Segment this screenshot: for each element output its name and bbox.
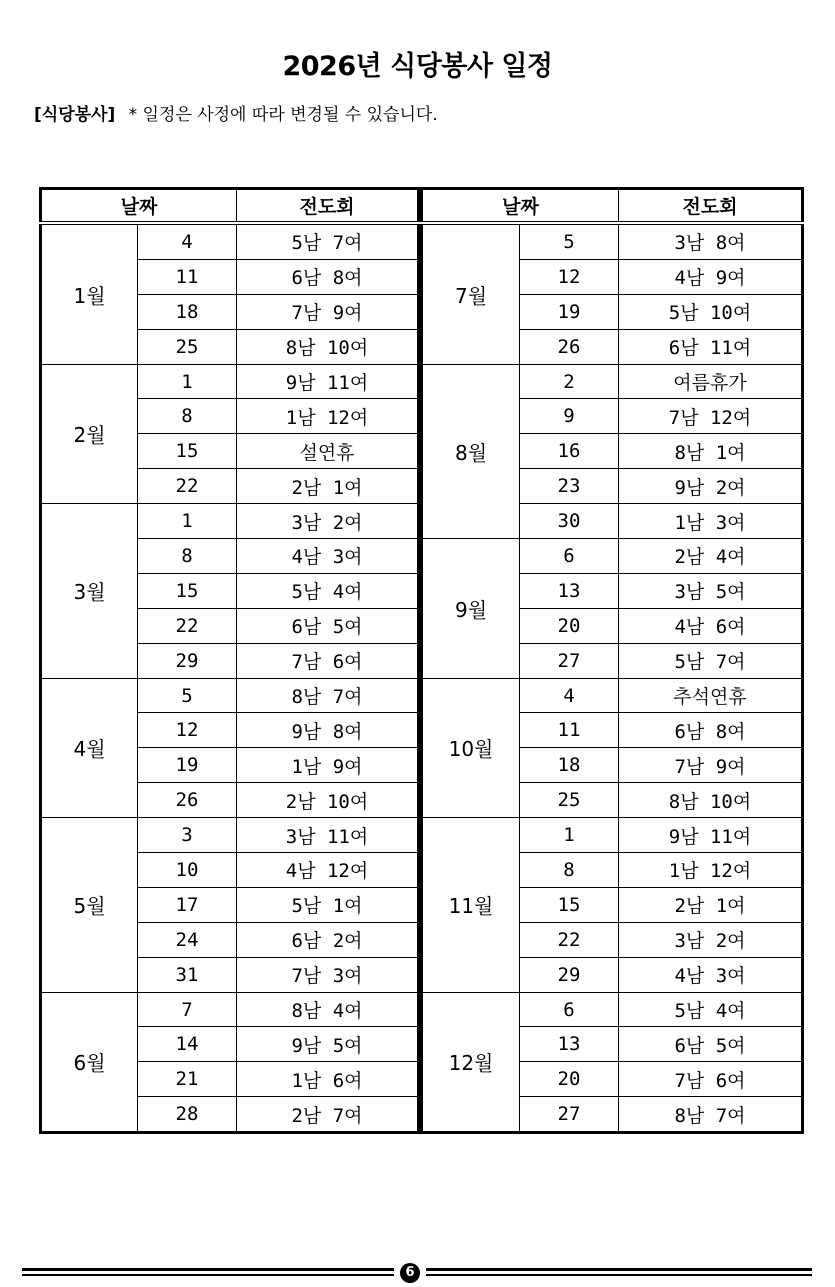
month-cell: 3월 bbox=[41, 504, 138, 678]
duty-cell: 여름휴가 bbox=[619, 364, 803, 399]
duty-cell: 1남 3여 bbox=[619, 504, 803, 539]
page-title: 2026년 식당봉사 일정 bbox=[282, 51, 553, 82]
duty-cell: 추석연휴 bbox=[619, 678, 803, 713]
date-cell: 19 bbox=[520, 294, 619, 329]
date-cell: 31 bbox=[138, 957, 237, 992]
duty-cell: 5남 4여 bbox=[237, 573, 419, 608]
schedule-note bbox=[34, 100, 438, 125]
schedule-row bbox=[422, 818, 803, 853]
duty-cell: 설연휴 bbox=[237, 434, 419, 469]
date-cell: 1 bbox=[138, 504, 237, 539]
date-cell: 16 bbox=[520, 434, 619, 469]
date-cell: 22 bbox=[138, 608, 237, 643]
duty-cell: 5남 4여 bbox=[619, 992, 803, 1027]
duty-cell: 6남 8여 bbox=[237, 259, 419, 294]
duty-cell: 7남 6여 bbox=[619, 1062, 803, 1097]
duty-cell: 8남 7여 bbox=[237, 678, 419, 713]
duty-cell: 6남 8여 bbox=[619, 713, 803, 748]
duty-cell: 4남 3여 bbox=[619, 957, 803, 992]
duty-header: 전도회 bbox=[619, 189, 803, 224]
duty-cell: 4남 6여 bbox=[619, 608, 803, 643]
date-cell: 13 bbox=[520, 1027, 619, 1062]
schedule-row bbox=[422, 223, 803, 259]
date-cell: 1 bbox=[138, 364, 237, 399]
date-cell: 18 bbox=[520, 748, 619, 783]
duty-cell: 8남 10여 bbox=[619, 783, 803, 818]
date-cell: 26 bbox=[520, 329, 619, 364]
page-number: 6 bbox=[400, 1263, 420, 1283]
date-cell: 30 bbox=[520, 504, 619, 539]
date-cell: 8 bbox=[520, 853, 619, 888]
date-cell: 17 bbox=[138, 887, 237, 922]
schedule-row bbox=[41, 364, 419, 399]
date-cell: 3 bbox=[138, 818, 237, 853]
duty-cell: 4남 12여 bbox=[237, 853, 419, 888]
duty-cell: 8남 7여 bbox=[619, 1097, 803, 1133]
duty-cell: 8남 4여 bbox=[237, 992, 419, 1027]
month-cell: 6월 bbox=[41, 992, 138, 1133]
date-cell: 5 bbox=[138, 678, 237, 713]
date-cell: 20 bbox=[520, 608, 619, 643]
date-cell: 22 bbox=[520, 922, 619, 957]
date-cell: 10 bbox=[138, 853, 237, 888]
schedule-table-first-half bbox=[39, 187, 420, 1134]
duty-cell: 9남 11여 bbox=[237, 364, 419, 399]
date-cell: 29 bbox=[520, 957, 619, 992]
date-cell: 19 bbox=[138, 748, 237, 783]
date-cell: 2 bbox=[520, 364, 619, 399]
date-cell: 11 bbox=[520, 713, 619, 748]
duty-cell: 6남 5여 bbox=[237, 608, 419, 643]
date-cell: 15 bbox=[138, 573, 237, 608]
date-cell: 6 bbox=[520, 539, 619, 574]
duty-cell: 9남 5여 bbox=[237, 1027, 419, 1062]
date-cell: 8 bbox=[138, 539, 237, 574]
date-cell: 14 bbox=[138, 1027, 237, 1062]
date-cell: 22 bbox=[138, 469, 237, 504]
date-cell: 12 bbox=[138, 713, 237, 748]
month-cell: 2월 bbox=[41, 364, 138, 504]
duty-cell: 1남 12여 bbox=[619, 853, 803, 888]
duty-cell: 2남 1여 bbox=[237, 469, 419, 504]
duty-cell: 1남 9여 bbox=[237, 748, 419, 783]
duty-cell: 6남 5여 bbox=[619, 1027, 803, 1062]
month-cell: 11월 bbox=[422, 818, 520, 992]
date-header: 날짜 bbox=[41, 189, 237, 224]
duty-cell: 9남 2여 bbox=[619, 469, 803, 504]
date-cell: 4 bbox=[520, 678, 619, 713]
date-cell: 23 bbox=[520, 469, 619, 504]
schedule-row bbox=[41, 504, 419, 539]
date-cell: 20 bbox=[520, 1062, 619, 1097]
date-cell: 26 bbox=[138, 783, 237, 818]
month-cell: 9월 bbox=[422, 539, 520, 679]
month-cell: 12월 bbox=[422, 992, 520, 1133]
duty-cell: 2남 1여 bbox=[619, 887, 803, 922]
duty-cell: 2남 4여 bbox=[619, 539, 803, 574]
date-cell: 15 bbox=[138, 434, 237, 469]
section-tag: [식당봉사] bbox=[34, 105, 116, 125]
date-cell: 1 bbox=[520, 818, 619, 853]
duty-cell: 3남 2여 bbox=[619, 922, 803, 957]
schedule-row bbox=[422, 364, 803, 399]
page-footer bbox=[22, 1262, 812, 1284]
date-cell: 12 bbox=[520, 259, 619, 294]
month-cell: 7월 bbox=[422, 223, 520, 364]
schedule-row bbox=[41, 678, 419, 713]
date-cell: 8 bbox=[138, 399, 237, 434]
date-cell: 6 bbox=[520, 992, 619, 1027]
schedule-row bbox=[422, 992, 803, 1027]
duty-cell: 8남 10여 bbox=[237, 329, 419, 364]
date-cell: 27 bbox=[520, 1097, 619, 1133]
duty-header: 전도회 bbox=[237, 189, 419, 224]
duty-cell: 4남 3여 bbox=[237, 539, 419, 574]
duty-cell: 7남 9여 bbox=[619, 748, 803, 783]
duty-cell: 9남 8여 bbox=[237, 713, 419, 748]
duty-cell: 6남 2여 bbox=[237, 922, 419, 957]
date-cell: 4 bbox=[138, 223, 237, 259]
date-cell: 13 bbox=[520, 573, 619, 608]
change-notice: * 일정은 사정에 따라 변경될 수 있습니다. bbox=[128, 105, 438, 125]
date-cell: 21 bbox=[138, 1062, 237, 1097]
date-cell: 25 bbox=[138, 329, 237, 364]
duty-cell: 3남 11여 bbox=[237, 818, 419, 853]
duty-cell: 7남 3여 bbox=[237, 957, 419, 992]
duty-cell: 7남 6여 bbox=[237, 643, 419, 678]
date-cell: 29 bbox=[138, 643, 237, 678]
date-cell: 7 bbox=[138, 992, 237, 1027]
schedule-row bbox=[41, 992, 419, 1027]
duty-cell: 4남 9여 bbox=[619, 259, 803, 294]
date-cell: 18 bbox=[138, 294, 237, 329]
duty-cell: 2남 7여 bbox=[237, 1097, 419, 1133]
duty-cell: 5남 7여 bbox=[619, 643, 803, 678]
date-cell: 9 bbox=[520, 399, 619, 434]
month-cell: 5월 bbox=[41, 818, 138, 992]
date-cell: 27 bbox=[520, 643, 619, 678]
duty-cell: 3남 8여 bbox=[619, 223, 803, 259]
date-cell: 11 bbox=[138, 259, 237, 294]
date-cell: 28 bbox=[138, 1097, 237, 1133]
date-cell: 15 bbox=[520, 887, 619, 922]
schedule-table-second-half bbox=[420, 187, 804, 1134]
duty-cell: 2남 10여 bbox=[237, 783, 419, 818]
duty-cell: 5남 7여 bbox=[237, 223, 419, 259]
month-cell: 1월 bbox=[41, 223, 138, 364]
month-cell: 10월 bbox=[422, 678, 520, 818]
duty-cell: 7남 12여 bbox=[619, 399, 803, 434]
date-header: 날짜 bbox=[422, 189, 619, 224]
schedule-row bbox=[41, 223, 419, 259]
duty-cell: 5남 1여 bbox=[237, 887, 419, 922]
month-cell: 8월 bbox=[422, 364, 520, 538]
month-cell: 4월 bbox=[41, 678, 138, 818]
duty-cell: 3남 5여 bbox=[619, 573, 803, 608]
duty-cell: 5남 10여 bbox=[619, 294, 803, 329]
duty-cell: 6남 11여 bbox=[619, 329, 803, 364]
duty-cell: 9남 11여 bbox=[619, 818, 803, 853]
duty-cell: 1남 12여 bbox=[237, 399, 419, 434]
duty-cell: 3남 2여 bbox=[237, 504, 419, 539]
duty-cell: 8남 1여 bbox=[619, 434, 803, 469]
duty-cell: 7남 9여 bbox=[237, 294, 419, 329]
schedule-row bbox=[41, 818, 419, 853]
schedule-row bbox=[422, 539, 803, 574]
duty-cell: 1남 6여 bbox=[237, 1062, 419, 1097]
date-cell: 24 bbox=[138, 922, 237, 957]
schedule-row bbox=[422, 678, 803, 713]
date-cell: 5 bbox=[520, 223, 619, 259]
date-cell: 25 bbox=[520, 783, 619, 818]
